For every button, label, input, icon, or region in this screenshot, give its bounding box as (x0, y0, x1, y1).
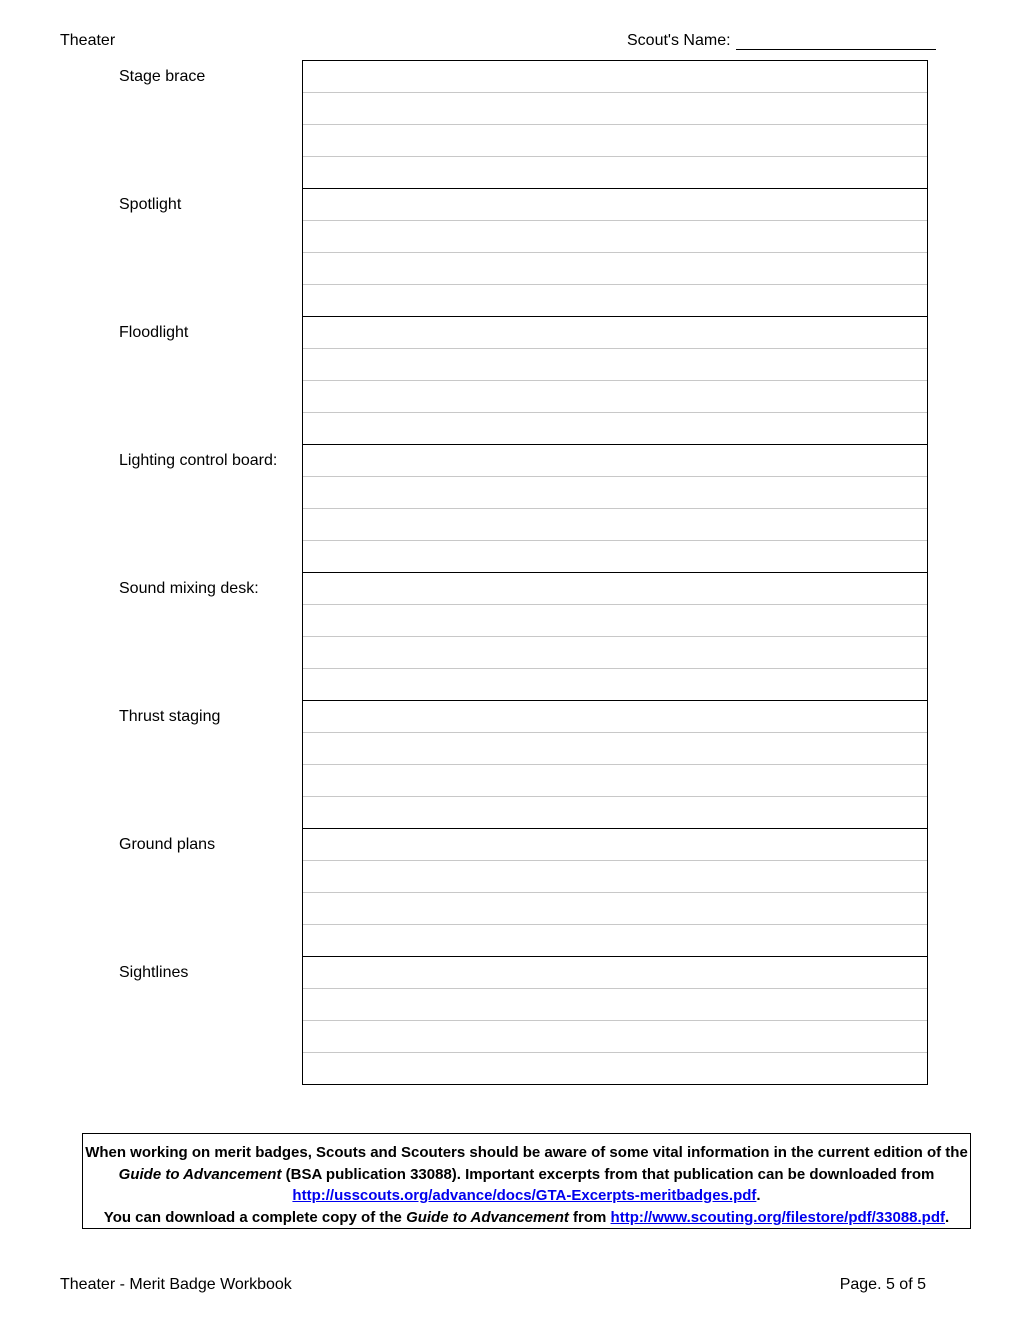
advancement-notice (82, 1133, 971, 1229)
answer-rule (303, 668, 927, 669)
term-label-sightlines: Sightlines (119, 964, 189, 981)
notice-text: When working on merit badges, Scouts and Scouters should be aware of some vital information in the current edition of the (85, 1144, 968, 1161)
notice-period: . (945, 1208, 950, 1226)
answer-rule (303, 220, 927, 221)
answer-rule (303, 92, 927, 93)
term-label-ground-plans: Ground plans (119, 836, 216, 853)
answer-rule (303, 412, 927, 413)
term-label-lighting-control-board: Lighting control board: (119, 452, 278, 469)
answer-box-lighting-control-board[interactable] (302, 444, 928, 573)
notice-text: from (568, 1208, 611, 1226)
answer-rule (303, 252, 927, 253)
answer-rule (303, 1052, 927, 1053)
answer-rule (303, 348, 927, 349)
answer-box-spotlight[interactable] (302, 188, 928, 317)
answer-rule (303, 732, 927, 733)
answer-rule (303, 796, 927, 797)
answer-rule (303, 924, 927, 925)
answer-box-sightlines[interactable] (302, 956, 928, 1085)
term-label-thrust-staging: Thrust staging (119, 708, 221, 725)
guide-title: Guide to Advancement (406, 1208, 569, 1226)
notice-text: You can download a complete copy of the (103, 1208, 407, 1226)
excerpts-link[interactable]: http://usscouts.org/advance/docs/GTA-Excerpts-meritbadges.pdf (292, 1187, 757, 1204)
answer-rule (303, 380, 927, 381)
answer-box-ground-plans[interactable] (302, 828, 928, 957)
answer-rule (303, 764, 927, 765)
answer-rule (303, 156, 927, 157)
answer-rule (303, 988, 927, 989)
answer-rule (303, 284, 927, 285)
answer-rule (303, 476, 927, 477)
scout-name-field (627, 32, 936, 50)
notice-text: (BSA publication 33088). Important excerpts from that publication can be downloaded from (281, 1165, 935, 1183)
answer-box-stage-brace[interactable] (302, 60, 928, 189)
page-header-title: Theater (60, 32, 116, 49)
answer-box-thrust-staging[interactable] (302, 700, 928, 829)
term-label-stage-brace: Stage brace (119, 68, 206, 85)
answer-box-sound-mixing-desk[interactable] (302, 572, 928, 701)
guide-title: Guide to Advancement (118, 1165, 282, 1183)
term-label-spotlight: Spotlight (119, 196, 182, 213)
answer-rule (303, 1020, 927, 1021)
answer-rule (303, 508, 927, 509)
answer-rule (303, 636, 927, 637)
scout-name-line[interactable] (736, 34, 936, 50)
term-label-sound-mixing-desk: Sound mixing desk: (119, 580, 259, 597)
full-guide-link[interactable]: http://www.scouting.org/filestore/pdf/33088.pdf (610, 1208, 946, 1226)
footer-title: Theater - Merit Badge Workbook (60, 1276, 292, 1293)
answer-rule (303, 892, 927, 893)
page-number: Page. 5 of 5 (839, 1276, 926, 1293)
answer-rule (303, 540, 927, 541)
answer-rule (303, 124, 927, 125)
notice-period: . (756, 1187, 761, 1204)
answer-box-floodlight[interactable] (302, 316, 928, 445)
answer-rule (303, 860, 927, 861)
answer-rule (303, 604, 927, 605)
term-label-floodlight: Floodlight (119, 324, 189, 341)
scout-name-label: Scout's Name: (627, 32, 731, 49)
